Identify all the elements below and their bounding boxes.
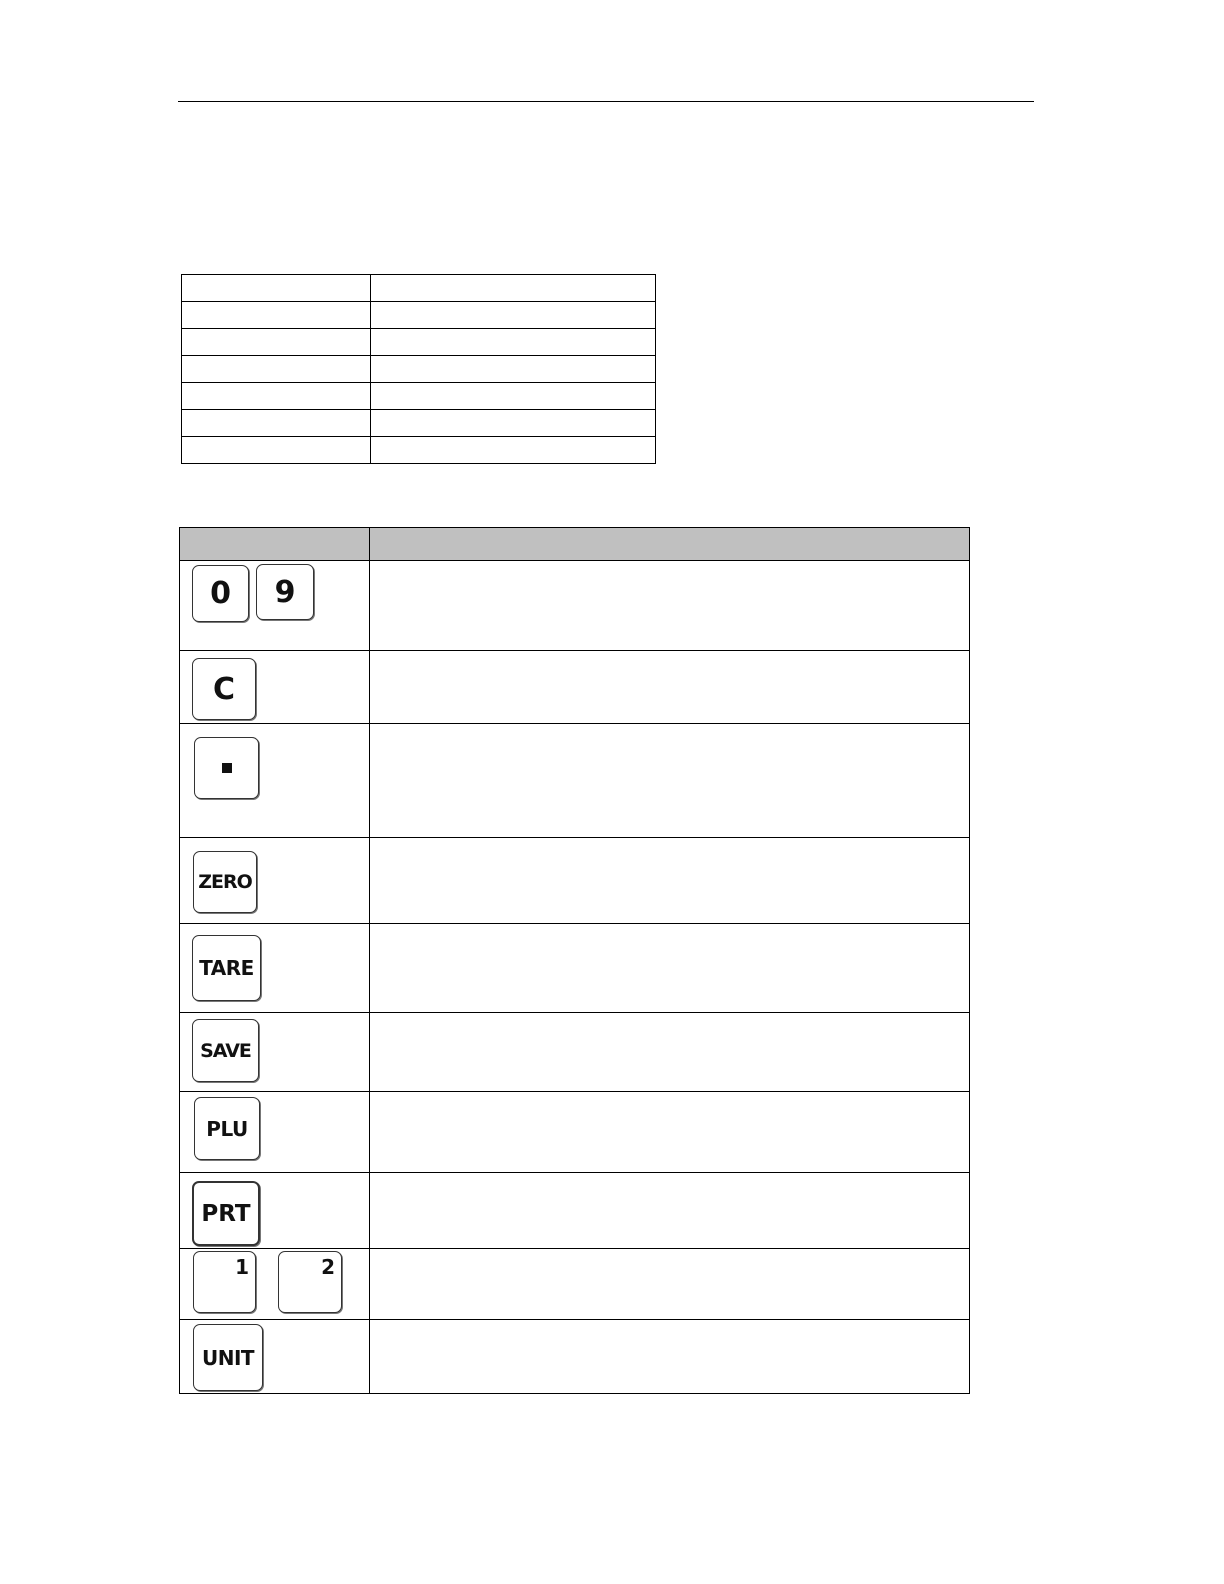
key-zero-icon: ZERO <box>193 851 257 913</box>
spec-table <box>181 274 656 464</box>
key-cell <box>180 838 370 924</box>
table-row <box>182 437 656 464</box>
table-row <box>180 924 970 1013</box>
table-row <box>182 275 656 302</box>
table-row <box>180 724 970 838</box>
header-rule <box>178 101 1034 102</box>
key-description <box>370 1013 970 1092</box>
key-description <box>370 1173 970 1249</box>
table-row <box>180 561 970 651</box>
table-row <box>182 356 656 383</box>
key-description <box>370 1092 970 1173</box>
key-cell <box>180 1249 370 1320</box>
spec-value-cell <box>371 275 656 302</box>
table-row <box>182 383 656 410</box>
decimal-point-key-icon <box>194 737 259 799</box>
key-description <box>370 1249 970 1320</box>
key-cell <box>180 724 370 838</box>
table-row <box>180 651 970 724</box>
spec-label-cell <box>182 356 371 383</box>
keys-table <box>179 527 970 1394</box>
table-row <box>180 1173 970 1249</box>
table-row <box>180 1320 970 1394</box>
description-column-header <box>370 528 970 561</box>
spec-value-cell <box>371 437 656 464</box>
key-c-icon: C <box>192 658 256 720</box>
table-row <box>182 410 656 437</box>
key-description <box>370 561 970 651</box>
spec-label-cell <box>182 302 371 329</box>
keys-table-header-row <box>180 528 970 561</box>
spec-value-cell <box>371 302 656 329</box>
table-row <box>180 1092 970 1173</box>
spec-label-cell <box>182 437 371 464</box>
table-row <box>180 1249 970 1320</box>
spec-label-cell <box>182 275 371 302</box>
key-description <box>370 1320 970 1394</box>
key-plu-icon: PLU <box>194 1097 260 1160</box>
key-cell <box>180 651 370 724</box>
key-0-icon: 0 <box>192 565 249 622</box>
key-description <box>370 838 970 924</box>
key-cell <box>180 924 370 1013</box>
key-unit-icon: UNIT <box>193 1324 263 1391</box>
spec-value-cell <box>371 329 656 356</box>
key-memory-1-icon: 1 <box>193 1251 256 1313</box>
spec-label-cell <box>182 410 371 437</box>
key-description <box>370 924 970 1013</box>
table-row <box>182 329 656 356</box>
key-description <box>370 724 970 838</box>
table-row <box>182 302 656 329</box>
decimal-point-icon <box>222 763 232 773</box>
key-prt-icon: PRT <box>192 1181 260 1246</box>
spec-value-cell <box>371 356 656 383</box>
key-column-header <box>180 528 370 561</box>
spec-value-cell <box>371 410 656 437</box>
key-9-icon: 9 <box>256 564 314 620</box>
key-cell <box>180 1092 370 1173</box>
key-cell <box>180 1173 370 1249</box>
spec-label-cell <box>182 329 371 356</box>
spec-label-cell <box>182 383 371 410</box>
key-cell <box>180 1013 370 1092</box>
key-tare-icon: TARE <box>192 935 261 1001</box>
table-row <box>180 838 970 924</box>
key-save-icon: SAVE <box>192 1019 259 1082</box>
table-row <box>180 1013 970 1092</box>
spec-value-cell <box>371 383 656 410</box>
key-memory-2-icon: 2 <box>278 1251 342 1313</box>
key-cell <box>180 1320 370 1394</box>
key-cell <box>180 561 370 651</box>
key-description <box>370 651 970 724</box>
